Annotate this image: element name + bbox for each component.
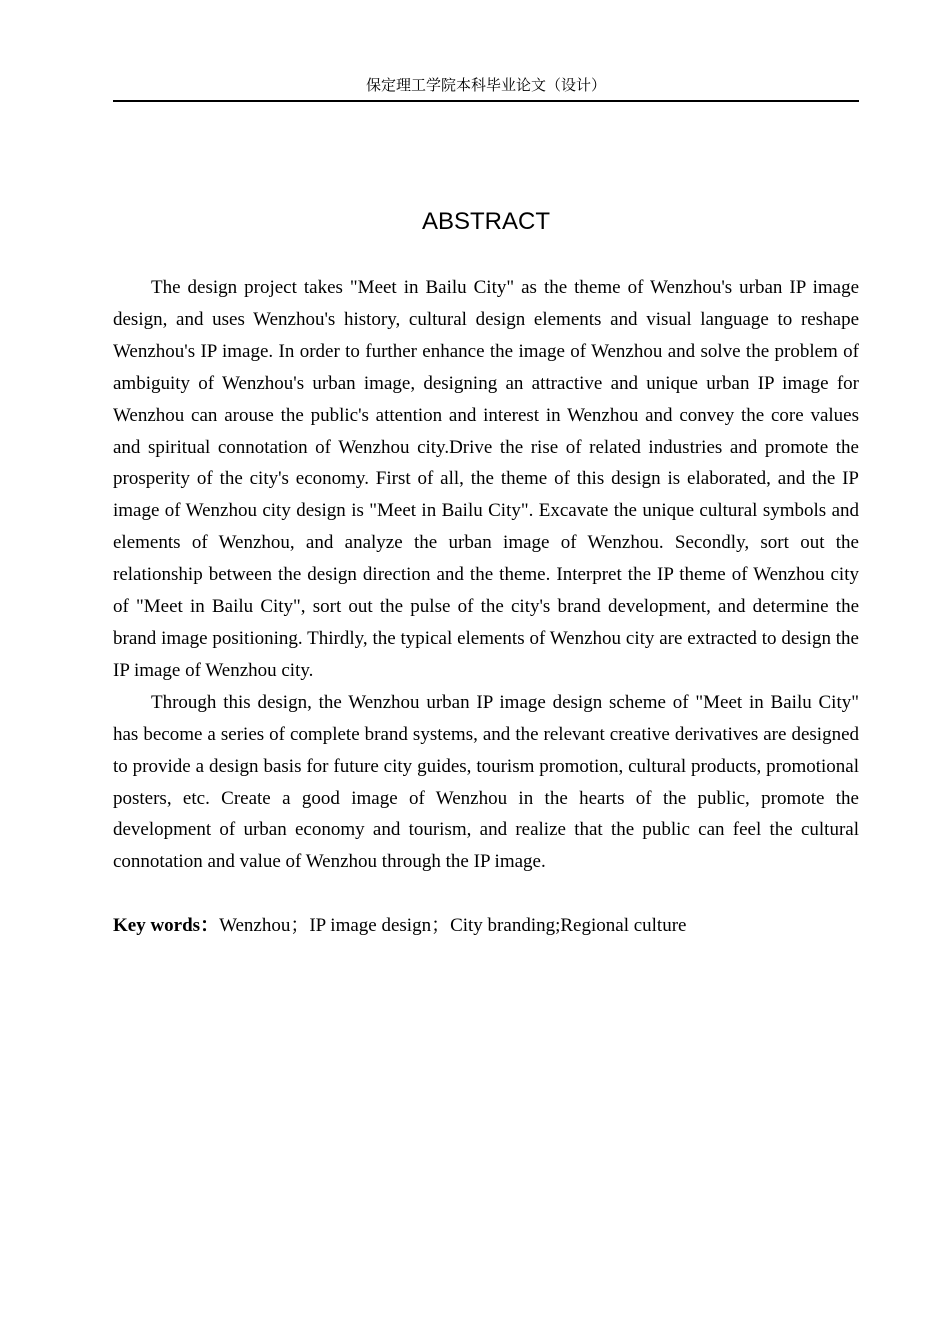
page-header: 保定理工学院本科毕业论文（设计） — [365, 76, 606, 94]
abstract-body — [113, 272, 859, 878]
abstract-title: ABSTRACT — [421, 208, 550, 235]
keywords-line — [113, 910, 859, 941]
abstract-paragraph: Through this design, the Wenzhou urban IP image design scheme of "Meet in Bailu City" has become a series of complete brand systems, and the relevant creative derivatives are designed to provide a design basis for future city guides, tourism promotion, cultural products, promotional posters, etc. Create a good image of Wenzhou in the hearts of the public, promote the development of urban economy and tourism, and realize that the public can feel the cultural connotation and value of Wenzhou through the IP image. — [113, 691, 859, 873]
keywords-value: Wenzhou；IP image design；City branding;Regional culture — [219, 915, 687, 936]
header-rule — [113, 100, 859, 102]
abstract-paragraph: The design project takes "Meet in Bailu City" as the theme of Wenzhou's urban IP image design, and uses Wenzhou's history, cultural design elements and visual language to reshape Wenzhou's IP image. In order to further enhance the image of Wenzhou and solve the problem of ambiguity of Wenzhou's urban image, designing an attractive and unique urban IP image for Wenzhou can arouse the public's attention and interest in Wenzhou and convey the core values and spiritual connotation of Wenzhou city.Drive the rise of related industries and promote the prosperity of the city's economy. First of all, the theme of this design is elaborated, and the IP image of Wenzhou city design is "Meet in Bailu City". Excavate the unique cultural symbols and elements of Wenzhou, and analyze the urban image of Wenzhou. Secondly, sort out the relationship between the design direction and the theme. Interpret the IP theme of Wenzhou city of "Meet in Bailu City", sort out the pulse of the city's brand development, and determine the brand image positioning. Thirdly, the typical elements of Wenzhou city are extracted to design the IP image of Wenzhou city. — [113, 277, 859, 681]
keywords-label: Key words： — [113, 915, 220, 936]
